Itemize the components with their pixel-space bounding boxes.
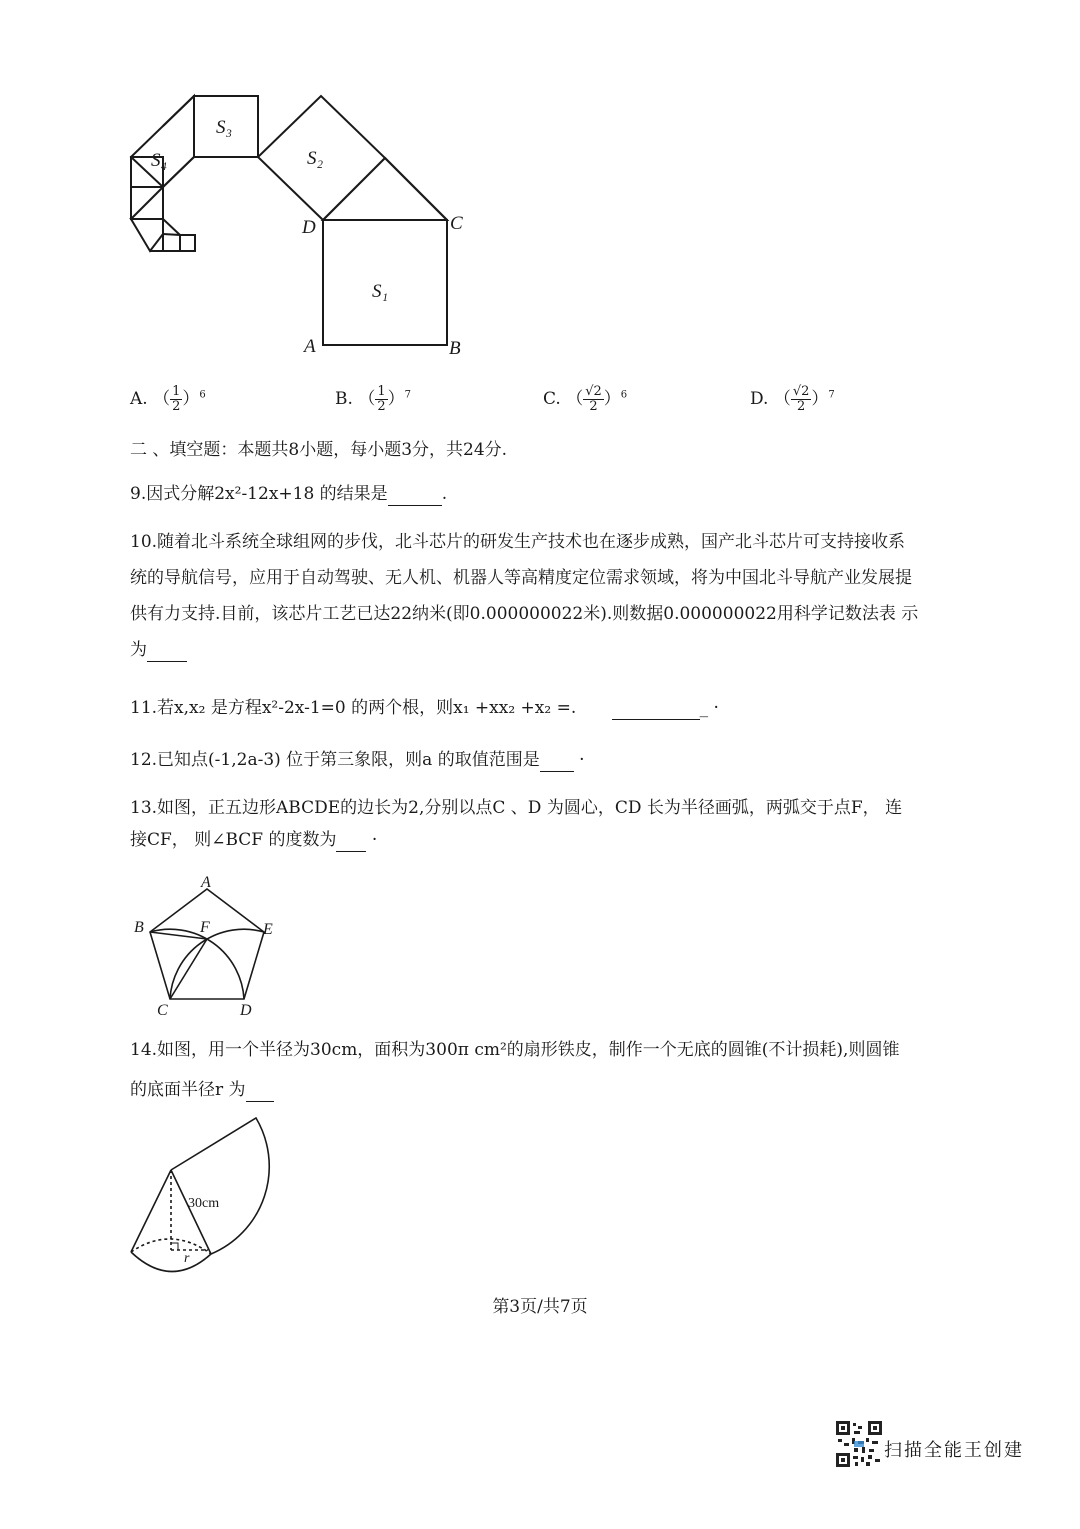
q10-blank — [147, 643, 187, 662]
q9-tail: . — [441, 484, 448, 504]
option-b-exp: 7 — [404, 389, 411, 401]
option-d-num: √2 — [792, 384, 810, 399]
label-s1: S₁ — [372, 281, 389, 302]
figure-pentagon-svg — [125, 870, 285, 1020]
option-d-exp: 7 — [828, 389, 835, 401]
label-r: r — [184, 1251, 190, 1266]
option-a-label: A. — [130, 389, 148, 409]
option-a — [130, 384, 206, 414]
label-30cm: 30cm — [188, 1196, 220, 1211]
option-c-num: √2 — [585, 384, 602, 399]
label-a: A — [304, 336, 316, 357]
option-d-den: 2 — [796, 399, 806, 414]
figure-cone — [122, 1112, 282, 1282]
q10-line4 — [130, 638, 187, 662]
option-a-open: （ — [153, 389, 171, 409]
q12-blank — [540, 753, 574, 772]
q11-tail: _ · — [699, 698, 719, 718]
q14-line2 — [130, 1078, 274, 1102]
label-d: D — [302, 217, 316, 238]
q11-text: 11.若x,x₂ 是方程x²-2x-1=0 的两个根，则x₁ +xx₂ +x₂ =. — [130, 698, 577, 718]
cone-base-back — [131, 1239, 211, 1254]
question-12 — [130, 748, 585, 772]
option-c-open: （ — [566, 389, 584, 409]
section-heading: 二 、填空题：本题共8小题，每小题3分，共24分. — [130, 440, 508, 460]
label-b: B — [449, 338, 461, 359]
figure-squares — [120, 88, 480, 360]
option-c-exp: 6 — [620, 389, 628, 401]
option-b-fraction — [375, 385, 387, 414]
label-s4: S₄ — [151, 150, 168, 171]
option-b-label: B. — [335, 389, 353, 409]
qr-code-icon — [836, 1421, 882, 1467]
label-pent-c: C — [157, 1002, 168, 1019]
arc-from-c — [150, 929, 244, 999]
option-a-fraction — [170, 385, 182, 414]
label-pent-b: B — [134, 919, 144, 936]
option-b-close: ） — [387, 389, 405, 409]
option-d-fraction — [791, 385, 812, 414]
q9-text: 9.因式分解2x²-12x+18 的结果是 — [130, 484, 388, 504]
option-d — [750, 384, 835, 414]
arc-from-d — [170, 929, 264, 999]
label-pent-f: F — [200, 919, 210, 936]
question-11 — [130, 696, 719, 720]
label-pent-e: E — [263, 921, 273, 938]
q14-blank — [246, 1083, 274, 1102]
q10-line4-text: 为 — [130, 640, 147, 660]
q9-blank — [388, 487, 442, 506]
option-a-num: 1 — [172, 384, 181, 399]
figure-squares-svg — [120, 88, 480, 360]
option-c-close: ） — [603, 389, 621, 409]
label-c: C — [450, 213, 463, 234]
q10-line3: 供有力支持.目前，该芯片工艺已达22纳米(即0.000000022米).则数据0.000000022用科学记数法表 示 — [130, 604, 919, 624]
figure-cone-svg — [122, 1112, 282, 1282]
pentagon-shape — [150, 889, 264, 999]
q12-text: 12.已知点(-1,2a-3) 位于第三象限，则a 的取值范围是 — [130, 750, 540, 770]
cone-right-slant — [171, 1170, 211, 1254]
watermark-text: 扫描全能王创建 — [884, 1440, 1024, 1461]
option-c-den: 2 — [589, 399, 598, 414]
option-d-label: D. — [750, 389, 769, 409]
option-b-num: 1 — [377, 384, 386, 399]
figure-pentagon — [125, 870, 285, 1020]
option-c — [543, 384, 627, 414]
q13-blank — [336, 833, 366, 852]
triangle-dc — [323, 158, 447, 220]
page-number: 第3页/共7页 — [492, 1297, 588, 1317]
q11-blank — [612, 701, 700, 720]
q10-line1: 10.随着北斗系统全球组网的步伐，北斗芯片的研发生产技术也在逐步成熟，国产北斗芯片可支持接收系 — [130, 532, 906, 552]
option-d-open: （ — [773, 389, 791, 409]
label-s2: S₂ — [307, 148, 324, 169]
q13-line1: 13.如图，正五边形ABCDE的边长为2,分别以点C 、D 为圆心，CD 长为半径画弧，两弧交于点F， 连 — [130, 798, 903, 818]
label-pent-d: D — [240, 1002, 252, 1019]
option-c-label: C. — [543, 389, 561, 409]
cone-base-front — [131, 1252, 211, 1272]
option-c-fraction — [583, 385, 604, 414]
q13-line2 — [130, 828, 377, 852]
q13-line2-text: 接CF， 则∠BCF 的度数为 — [130, 830, 337, 850]
label-pent-a: A — [201, 874, 211, 891]
option-a-close: ） — [182, 389, 200, 409]
sector-outline — [171, 1118, 269, 1254]
label-s3: S₃ — [216, 117, 233, 138]
option-a-den: 2 — [172, 399, 181, 414]
option-d-close: ） — [811, 389, 829, 409]
q13-tail: · — [366, 830, 378, 850]
q14-line1: 14.如图，用一个半径为30cm，面积为300π cm²的扇形铁皮，制作一个无底的圆锥(不计损耗),则圆锥 — [130, 1040, 900, 1060]
question-9 — [130, 482, 447, 506]
q12-tail: · — [573, 750, 585, 770]
option-b — [335, 384, 411, 414]
q14-line2-text: 的底面半径r 为 — [130, 1080, 246, 1100]
option-b-open: （ — [358, 389, 376, 409]
option-a-exp: 6 — [199, 389, 206, 401]
q10-line2: 统的导航信号，应用于自动驾驶、无人机、机器人等高精度定位需求领域，将为中国北斗导航产业发展提 — [130, 568, 912, 588]
option-b-den: 2 — [377, 399, 386, 414]
